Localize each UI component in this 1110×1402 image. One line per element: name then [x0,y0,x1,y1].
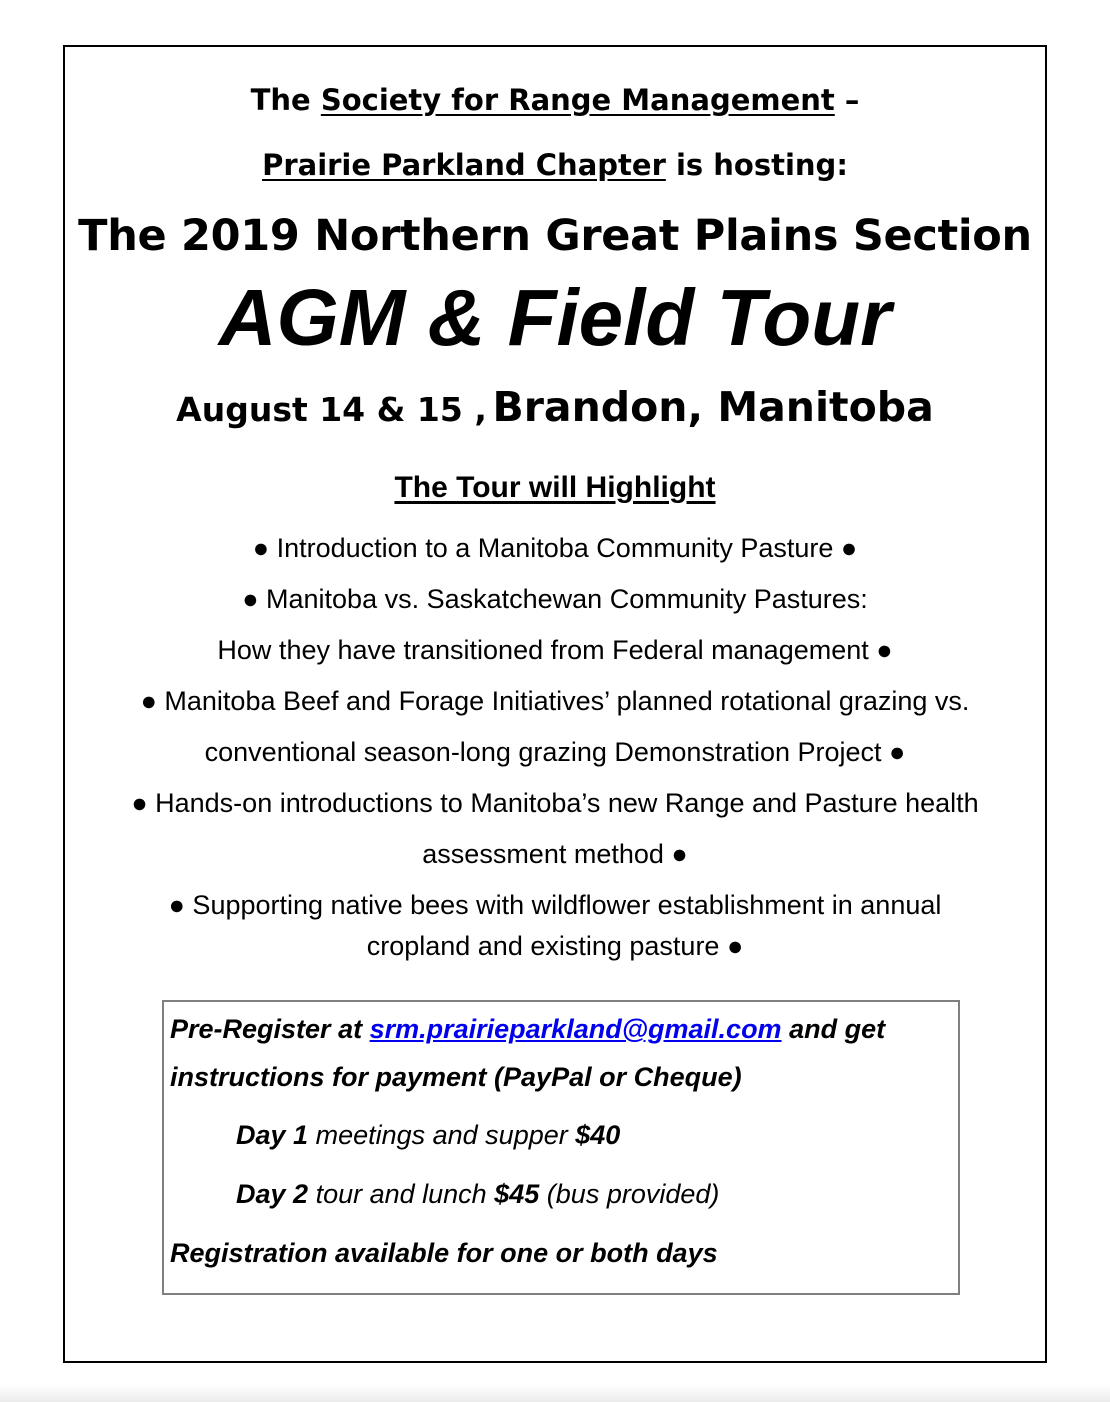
dash-text: – [844,83,860,117]
registration-footer: Registration available for one or both days [170,1238,718,1268]
day1-label: Day 1 [236,1120,309,1150]
and-get-text: and get [789,1014,886,1044]
tour-line: How they have transitioned from Federal management ● [217,635,893,665]
tour-line: ● Supporting native bees with wildflower establishment in annual [168,890,942,920]
hosting-text: is hosting: [675,148,848,182]
day2-desc: tour and lunch [315,1179,487,1209]
flyer-page [63,45,1047,1363]
pre-register-line [170,1014,885,1045]
registration-box [162,1000,960,1295]
tour-line: conventional season-long grazing Demonstration Project ● [204,737,906,767]
chapter-name: Prairie Parkland Chapter [262,148,666,182]
tour-line: ● Hands-on introductions to Manitoba’s new Range and Pasture health [131,788,979,818]
event-location: Brandon, Manitoba [492,383,934,431]
tour-line: ● Manitoba Beef and Forage Initiatives’ planned rotational grazing vs. [140,686,970,716]
tour-heading: The Tour will Highlight [394,471,716,504]
instructions-line: instructions for payment (PayPal or Cheque) [170,1062,742,1092]
day2-line [236,1179,719,1210]
tour-line: ● Manitoba vs. Saskatchewan Community Pastures: [242,584,868,614]
email-link[interactable]: srm.prairieparkland@gmail.com [369,1014,782,1044]
section-title: The 2019 Northern Great Plains Section [78,211,1032,261]
society-name: Society for Range Management [320,83,835,117]
day1-desc: meetings and supper [315,1120,568,1150]
day2-label: Day 2 [236,1179,309,1209]
event-dates: August 14 & 15 , [176,390,487,429]
date-location [65,383,1045,431]
day2-note: (bus provided) [546,1179,720,1209]
bottom-shade [0,1384,1110,1402]
tour-line: assessment method ● [422,839,688,869]
tour-line: cropland and existing pasture ● [366,931,744,961]
pre-register-text: Pre-Register at [170,1014,363,1044]
the-text: The [250,83,311,117]
day1-price: $40 [575,1120,621,1150]
host-line-2 [65,148,1045,182]
day1-line [236,1120,620,1151]
tour-line: ● Introduction to a Manitoba Community Pasture ● [252,533,858,563]
host-line-1 [65,83,1045,117]
day2-price: $45 [494,1179,540,1209]
event-title: AGM & Field Tour [218,273,892,362]
